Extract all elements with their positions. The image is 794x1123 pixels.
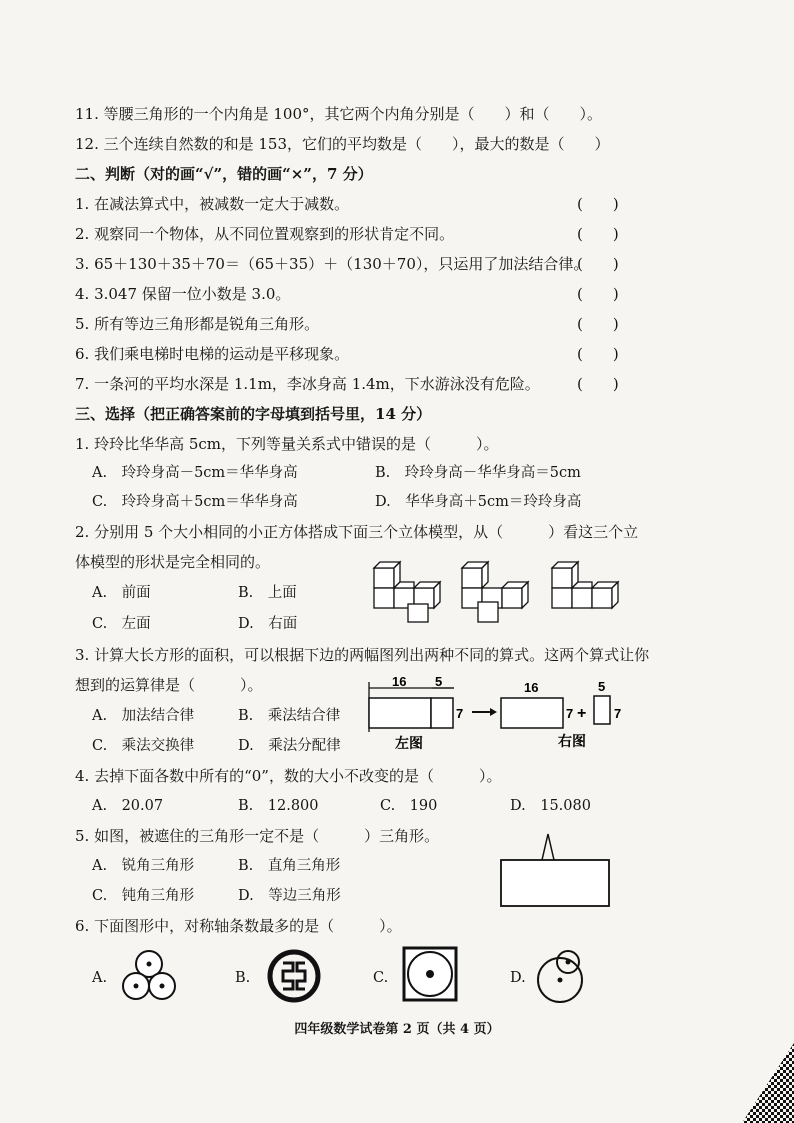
choice-6-option-a: A. (92, 970, 108, 986)
choice-4-option-b: B. 12.800 (238, 798, 319, 814)
choice-1-option-a: A. 玲玲身高－5cm＝华华身高 (92, 465, 298, 481)
left-figure-height-7: 7 (456, 706, 464, 721)
judge-answer-paren-1: ( ) (577, 195, 619, 213)
right-figure-label: 右图 (558, 733, 586, 749)
choice-4-option-a: A. 20.07 (92, 798, 164, 814)
choice-3-option-d: D. 乘法分配律 (238, 738, 341, 754)
judge-item-4: 4. 3.047 保留一位小数是 3.0。 (75, 285, 291, 303)
choice-6-option-c: C. (373, 970, 389, 986)
right-figure-width-5: 5 (598, 679, 606, 694)
left-figure-label: 左图 (395, 735, 423, 751)
rectangle-area-figure (362, 672, 642, 752)
judge-item-5: 5. 所有等边三角形都是锐角三角形。 (75, 315, 320, 333)
choice-6-option-d: D. (510, 970, 526, 986)
section-2-title: 二、判断（对的画“√”，错的画“×”，7 分） (75, 165, 373, 183)
right-figure-height-7b: 7 (614, 706, 622, 721)
arrow-icon (472, 708, 497, 716)
cube-models-figure (360, 558, 660, 628)
question-12: 12. 三个连续自然数的和是 153，它们的平均数是（ ），最大的数是（ ） (75, 135, 610, 153)
choice-5-option-b: B. 直角三角形 (238, 858, 341, 874)
judge-answer-paren-2: ( ) (577, 225, 619, 243)
section-3-title: 三、选择（把正确答案前的字母填到括号里，14 分） (75, 405, 432, 423)
cube-model-3 (552, 562, 618, 608)
left-figure (369, 674, 463, 751)
judge-answer-paren-7: ( ) (577, 375, 619, 393)
covered-triangle-figure (495, 826, 615, 910)
judge-item-3: 3. 65＋130＋35＋70＝（65＋35）＋（130＋70），只运用了加法结合律。 (75, 255, 589, 273)
left-figure-width-16: 16 (392, 674, 407, 689)
three-circles-shape (118, 948, 180, 1006)
left-figure-width-5: 5 (435, 674, 443, 689)
right-figure-height-7: 7 (566, 706, 574, 721)
choice-3-option-c: C. 乘法交换律 (92, 738, 195, 754)
choice-2-option-a: A. 前面 (92, 585, 151, 601)
judge-answer-paren-6: ( ) (577, 345, 619, 363)
choice-2-stem-line-1: 2. 分别用 5 个大小相同的小正方体搭成下面三个立体模型，从（ ）看这三个立 (75, 523, 639, 541)
choice-6-option-b: B. (235, 970, 251, 986)
page-footer: 四年级数学试卷第 2 页（共 4 页） (294, 1022, 500, 1037)
judge-item-7: 7. 一条河的平均水深是 1.1m，李冰身高 1.4m，下水游泳没有危险。 (75, 375, 540, 393)
choice-1-stem: 1. 玲玲比华华高 5cm，下列等量关系式中错误的是（ ）。 (75, 435, 499, 453)
choice-5-option-a: A. 锐角三角形 (92, 858, 195, 874)
choice-2-stem-line-2: 体模型的形状是完全相同的。 (75, 553, 271, 571)
judge-item-2: 2. 观察同一个物体，从不同位置观察到的形状肯定不同。 (75, 225, 455, 243)
judge-item-1: 1. 在减法算式中，被减数一定大于减数。 (75, 195, 350, 213)
judge-item-6: 6. 我们乘电梯时电梯的运动是平移现象。 (75, 345, 350, 363)
choice-5-stem: 5. 如图，被遮住的三角形一定不是（ ）三角形。 (75, 827, 440, 845)
choice-3-option-b: B. 乘法结合律 (238, 708, 341, 724)
judge-answer-paren-5: ( ) (577, 315, 619, 333)
plus-sign: + (577, 705, 587, 722)
page-corner-decoration (738, 1043, 794, 1123)
choice-4-option-c: C. 190 (380, 798, 438, 814)
right-figure (501, 679, 621, 749)
choice-4-option-d: D. 15.080 (510, 798, 591, 814)
overlapping-circles-shape (530, 944, 592, 1006)
swirl-circle-shape (266, 948, 322, 1004)
choice-5-option-d: D. 等边三角形 (238, 888, 341, 904)
circle-in-square-shape (400, 944, 460, 1004)
choice-1-option-d: D. 华华身高＋5cm＝玲玲身高 (375, 494, 582, 510)
right-figure-width-16: 16 (524, 680, 539, 695)
choice-1-option-b: B. 玲玲身高－华华身高＝5cm (375, 465, 581, 481)
choice-3-stem-line-1: 3. 计算大长方形的面积，可以根据下边的两幅图列出两种不同的算式。这两个算式让你 (75, 646, 650, 664)
choice-2-option-c: C. 左面 (92, 616, 151, 632)
choice-2-option-d: D. 右面 (238, 616, 298, 632)
cube-model-2 (462, 562, 528, 622)
choice-3-stem-line-2: 想到的运算律是（ ）。 (75, 676, 263, 694)
cube-model-1 (374, 562, 440, 622)
choice-3-option-a: A. 加法结合律 (92, 708, 195, 724)
choice-1-option-c: C. 玲玲身高＋5cm＝华华身高 (92, 494, 298, 510)
judge-answer-paren-4: ( ) (577, 285, 619, 303)
judge-answer-paren-3: ( ) (577, 255, 619, 273)
choice-6-stem: 6. 下面图形中，对称轴条数最多的是（ ）。 (75, 917, 402, 935)
choice-2-option-b: B. 上面 (238, 585, 297, 601)
question-11: 11. 等腰三角形的一个内角是 100°，其它两个内角分别是（ ）和（ ）。 (75, 105, 603, 123)
choice-5-option-c: C. 钝角三角形 (92, 888, 195, 904)
choice-4-stem: 4. 去掉下面各数中所有的“0”，数的大小不改变的是（ ）。 (75, 767, 502, 785)
